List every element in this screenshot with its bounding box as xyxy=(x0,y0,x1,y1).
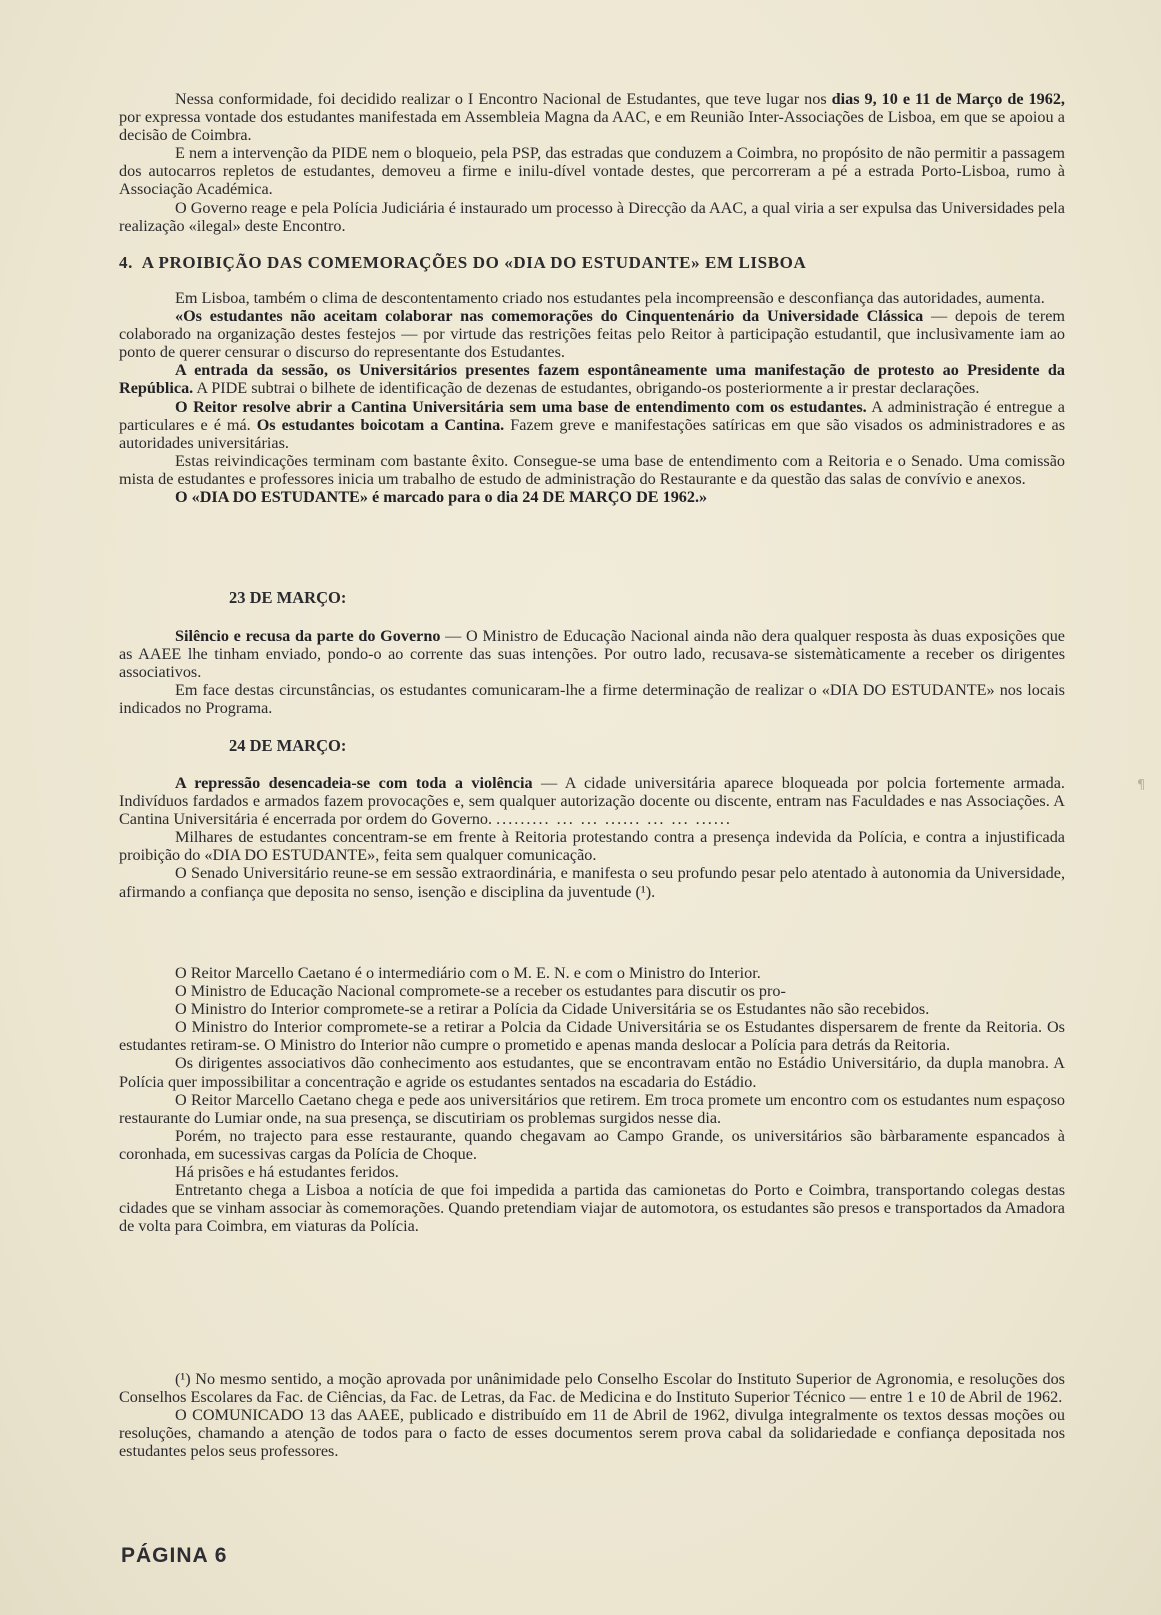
footnote xyxy=(119,1370,1065,1460)
paragraph: Porém, no trajecto para esse restaurante, quando chegavam ao Campo Grande, os universitários são bàrbaramente espancados à coronhada, em sucessivas cargas da Polícia de Choque. xyxy=(119,1126,1065,1163)
footnote-paragraph: (¹) No mesmo sentido, a moção aprovada por unânimidade pelo Conselho Escolar do Instituto Superior de Agronomia, e resoluções dos Conselhos Escolares da Fac. de Ciências, da Fac. de Letras, da Fac. de Medicina e do Instituto Superior Técnico — entre 1 e 10 de Abril de 1962. xyxy=(119,1370,1065,1407)
section-heading xyxy=(119,254,1065,272)
march-23-body xyxy=(119,627,1065,717)
section-number: 4. xyxy=(119,253,133,272)
paragraph: O Reitor Marcello Caetano é o intermediário com o M. E. N. e com o Ministro do Interior. xyxy=(175,964,761,982)
paragraph: Há prisões e há estudantes feridos. xyxy=(175,1163,399,1182)
paragraph: O Ministro de Educação Nacional compromete-se a receber os estudantes para discutir os pro- xyxy=(175,982,786,1001)
paragraph: A entrada da sessão, os Universitários presentes fazem espontâneamente uma manifestação de protesto ao Presidente da República. A PIDE subtrai o bilhete de identificação de dezenas de estudantes, obrigando-os posteriormente a ir prestar declarações. xyxy=(119,361,1065,398)
paragraph: Os dirigentes associativos dão conhecimento aos estudantes, que se encontravam então no Estádio Universitário, da dupla manobra. A Polícia quer impossibilitar a concentração e agride os estudantes sentados na escadaria do Estádio. xyxy=(119,1054,1065,1091)
march-24-body xyxy=(119,774,1065,901)
margin-mark: ¶ xyxy=(1137,778,1146,793)
paragraph: Em face destas circunstâncias, os estudantes comunicaram-lhe a firme determinação de realizar o «DIA DO ESTUDANTE» nos locais indicados no Programa. xyxy=(119,681,1065,718)
ellipsis: ......... ... ... ...... ... ... ...... xyxy=(496,810,732,829)
march-24-section xyxy=(119,737,1065,755)
paragraph: O Senado Universitário reune-se em sessão extraordinária, e manifesta o seu profundo pesar pelo atentado à autonomia da Universidade, afirmando a confiança que deposita no senso, isenção e disciplina da juventude (¹). xyxy=(119,864,1065,901)
paragraph: O Reitor resolve abrir a Cantina Universitária sem uma base de entendimento com os estudantes. A administração é entregue a particulares e é má. Os estudantes boicotam a Cantina. Fazem greve e manifestações satíricas em que são visados os administradores e as autoridades universitárias. xyxy=(119,397,1065,452)
page-number: PÁGINA 6 xyxy=(121,1544,228,1567)
paragraph: O Governo reage e pela Polícia Judiciária é instaurado um processo à Direcção da AAC, a qual viria a ser expulsa das Universidades pela realização «ilegal» deste Encontro. xyxy=(119,198,1065,235)
paragraph: Estas reivindicações terminam com bastante êxito. Consegue-se uma base de entendimento com a Reitoria e o Senado. Uma comissão mista de estudantes e professores inicia um trabalho de estudo de administração do Restaurante e da questão das salas de convívio e anexos. xyxy=(119,451,1065,488)
footnote-paragraph: O COMUNICADO 13 das AAEE, publicado e distribuído em 11 de Abril de 1962, divulga integralmente os textos dessas moções ou resoluções, chamando a atenção de todos para o facto de esses documentos serem prova cabal da solidariedade e confiança depositada nos estudantes pelos seus professores. xyxy=(119,1406,1065,1461)
march-24-continued xyxy=(119,964,1065,1235)
intro-section xyxy=(119,90,1065,235)
paragraph: O Ministro do Interior compromete-se a retirar a Polícia da Cidade Universitária se os Estudantes não são recebidos. xyxy=(175,1000,930,1019)
paragraph: O «DIA DO ESTUDANTE» é marcado para o dia 24 DE MARÇO DE 1962.» xyxy=(175,488,708,507)
paragraph: Entretanto chega a Lisboa a notícia de que foi impedida a partida das camionetas do Porto e Coimbra, transportando colegas destas cidades que se vinham associar às comemorações. Quando pretendiam viajar de automotora, os estudantes são presos e transportados da Amadora de volta para Coimbra, em viaturas da Polícia. xyxy=(119,1181,1065,1236)
section-4 xyxy=(119,254,1065,272)
paragraph: Em Lisboa, também o clima de descontentamento criado nos estudantes pela incompreensão e desconfiança das autoridades, aumenta. xyxy=(175,289,1045,307)
date-heading: 23 DE MARÇO: xyxy=(229,588,347,607)
paragraph: O Ministro do Interior compromete-se a retirar a Polcia da Cidade Universitária se os Estudantes dispersarem de frente da Reitoria. Os estudantes retiram-se. O Ministro do Interior não cumpre o prometido e apenas manda deslocar a Polícia para detrás da Reitoria. xyxy=(119,1018,1065,1055)
paragraph: E nem a intervenção da PIDE nem o bloqueio, pela PSP, das estradas que conduzem a Coimbra, no propósito de não permitir a passagem dos autocarros repletos de estudantes, demoveu a firme e inilu-dível vontade destes, que percorreram a pé a estrada Porto-Lisboa, rumo à Associação Académica. xyxy=(119,144,1065,199)
section-4-body xyxy=(119,289,1065,506)
date-heading: 24 DE MARÇO: xyxy=(229,736,347,755)
march-23-section xyxy=(119,589,1065,607)
paragraph: A repressão desencadeia-se com toda a violência — A cidade universitária aparece bloqueada por polcia fortemente armada. Indivíduos fardados e armados fazem provocações e, sem qualquer autorização docente ou discente, entram nas Faculdades e nas Associações. A Cantina Universitária é encerrada por ordem do Governo. ......... ... ... ...... ... ... ...... xyxy=(119,774,1065,829)
paragraph: O Reitor Marcello Caetano chega e pede aos universitários que retirem. Em troca promete um encontro com os estudantes num espaçoso restaurante do Lumiar onde, na sua presença, se discutiriam os problemas surgidos nesse dia. xyxy=(119,1090,1065,1127)
section-title: A PROIBIÇÃO DAS COMEMORAÇÕES DO «DIA DO ESTUDANTE» EM LISBOA xyxy=(141,253,807,272)
paragraph: «Os estudantes não aceitam colaborar nas comemorações do Cinquentenário da Universidade Clássica — depois de terem colaborado na organização destes festejos — por virtude das restrições feitas pelo Reitor à participação estudantil, que inclusìvamente iam ao ponto de querer censurar o discurso do representante dos Estudantes. xyxy=(119,307,1065,362)
paragraph: Nessa conformidade, foi decidido realizar o I Encontro Nacional de Estudantes, que teve lugar nos dias 9, 10 e 11 de Março de 1962, por expressa vontade dos estudantes manifestada em Assembleia Magna da AAC, e em Reunião Inter-Associações de Lisboa, em que se apoiou a decisão de Coimbra. xyxy=(119,90,1065,145)
paragraph: Silêncio e recusa da parte do Governo — O Ministro de Educação Nacional ainda não dera qualquer resposta às duas exposições que as AAEE lhe tinham enviado, pondo-o ao corrente das suas intenções. Por outro lado, recusava-se sistemàticamente a receber os dirigentes associativos. xyxy=(119,627,1065,682)
paragraph: Milhares de estudantes concentram-se em frente à Reitoria protestando contra a presença indevida da Polícia, e contra a injustificada proibição do «DIA DO ESTUDANTE», feita sem qualquer comunicação. xyxy=(119,828,1065,865)
